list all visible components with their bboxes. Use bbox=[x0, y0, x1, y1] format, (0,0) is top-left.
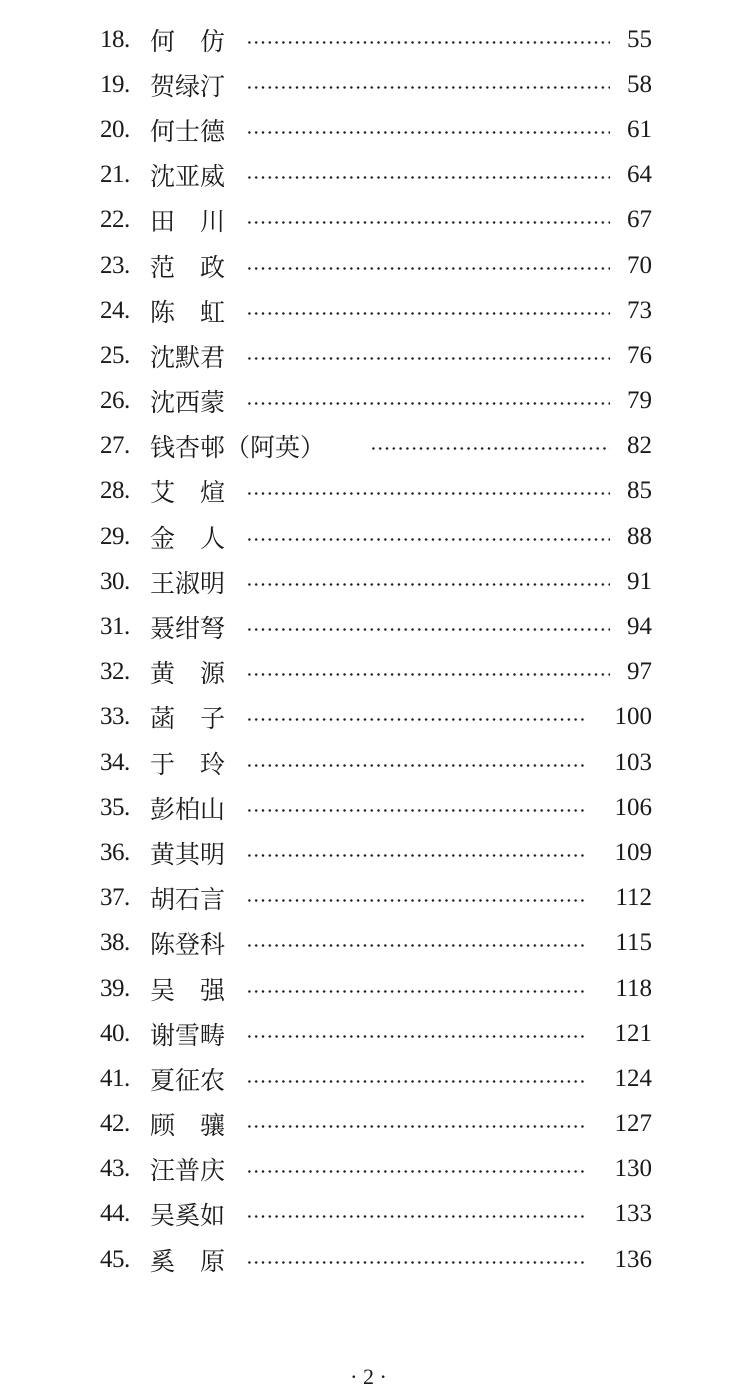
entry-name: 钱杏邨（阿英） bbox=[150, 433, 326, 463]
toc-entry bbox=[100, 514, 652, 559]
entry-name: 顾 骧 bbox=[150, 1111, 226, 1141]
entry-number: 38. bbox=[100, 929, 130, 957]
dot-leader bbox=[246, 944, 584, 947]
toc-entry bbox=[100, 62, 652, 107]
entry-number: 37. bbox=[100, 884, 130, 912]
entry-number: 42. bbox=[100, 1110, 130, 1138]
dot-leader bbox=[246, 1261, 584, 1264]
entry-number: 22. bbox=[100, 206, 130, 234]
entry-number: 28. bbox=[100, 477, 130, 505]
entry-number: 27. bbox=[100, 432, 130, 460]
entry-page-number: 124 bbox=[614, 1064, 652, 1092]
dot-leader bbox=[246, 1170, 584, 1173]
entry-page-number: 70 bbox=[627, 251, 652, 279]
toc-entry bbox=[100, 333, 652, 378]
entry-page-number: 82 bbox=[627, 432, 652, 460]
entry-page-number: 91 bbox=[627, 567, 652, 595]
entry-page-number: 109 bbox=[614, 838, 652, 866]
dot-leader bbox=[246, 267, 610, 270]
entry-page-number: 97 bbox=[627, 658, 652, 686]
dot-leader bbox=[246, 628, 610, 631]
entry-number: 25. bbox=[100, 341, 130, 369]
toc-entry bbox=[100, 1011, 652, 1056]
entry-page-number: 136 bbox=[614, 1245, 652, 1273]
entry-page-number: 64 bbox=[627, 161, 652, 189]
toc-entry bbox=[100, 876, 652, 921]
entry-name: 范 政 bbox=[150, 252, 226, 282]
dot-leader bbox=[246, 1080, 584, 1083]
entry-page-number: 121 bbox=[614, 1019, 652, 1047]
toc-entry bbox=[100, 288, 652, 333]
entry-page-number: 106 bbox=[614, 793, 652, 821]
entry-name: 贺绿汀 bbox=[150, 71, 226, 101]
toc-entry bbox=[100, 243, 652, 288]
dot-leader bbox=[246, 1215, 584, 1218]
entry-name: 彭柏山 bbox=[150, 794, 226, 824]
toc-entry bbox=[100, 785, 652, 830]
dot-leader bbox=[246, 809, 584, 812]
dot-leader bbox=[246, 312, 610, 315]
entry-number: 26. bbox=[100, 387, 130, 415]
entry-name: 陈 虹 bbox=[150, 297, 226, 327]
entry-name: 吴奚如 bbox=[150, 1201, 226, 1231]
entry-name: 黄其明 bbox=[150, 839, 226, 869]
entry-number: 18. bbox=[100, 25, 130, 53]
entry-name: 何 仿 bbox=[150, 26, 226, 56]
entry-number: 43. bbox=[100, 1155, 130, 1183]
dot-leader bbox=[246, 176, 610, 179]
entry-page-number: 118 bbox=[615, 974, 652, 1002]
dot-leader bbox=[246, 221, 610, 224]
entry-number: 33. bbox=[100, 703, 130, 731]
entry-number: 30. bbox=[100, 567, 130, 595]
toc-entry bbox=[100, 559, 652, 604]
dot-leader bbox=[246, 538, 610, 541]
table-of-contents bbox=[100, 17, 652, 1282]
toc-entry bbox=[100, 469, 652, 514]
entry-number: 39. bbox=[100, 974, 130, 1002]
dot-leader bbox=[246, 990, 584, 993]
entry-number: 20. bbox=[100, 115, 130, 143]
entry-page-number: 61 bbox=[627, 115, 652, 143]
toc-entry bbox=[100, 1102, 652, 1147]
toc-entry bbox=[100, 1192, 652, 1237]
toc-entry bbox=[100, 1056, 652, 1101]
entry-number: 23. bbox=[100, 251, 130, 279]
toc-entry bbox=[100, 740, 652, 785]
entry-number: 34. bbox=[100, 748, 130, 776]
entry-number: 24. bbox=[100, 296, 130, 324]
toc-entry bbox=[100, 153, 652, 198]
toc-entry bbox=[100, 966, 652, 1011]
toc-entry bbox=[100, 379, 652, 424]
entry-page-number: 85 bbox=[627, 477, 652, 505]
entry-name: 汪普庆 bbox=[150, 1156, 226, 1186]
toc-entry bbox=[100, 1147, 652, 1192]
toc-entry bbox=[100, 17, 652, 62]
entry-page-number: 112 bbox=[615, 884, 652, 912]
entry-name: 黄 源 bbox=[150, 659, 226, 689]
toc-entry bbox=[100, 830, 652, 875]
entry-page-number: 127 bbox=[614, 1110, 652, 1138]
entry-number: 19. bbox=[100, 70, 130, 98]
dot-leader bbox=[246, 357, 610, 360]
page-number: · 2 · bbox=[350, 1364, 387, 1389]
dot-leader bbox=[246, 718, 584, 721]
entry-name: 金 人 bbox=[150, 523, 226, 553]
entry-name: 沈亚威 bbox=[150, 162, 226, 192]
entry-page-number: 103 bbox=[614, 748, 652, 776]
entry-name: 何士德 bbox=[150, 116, 226, 146]
dot-leader bbox=[246, 854, 584, 857]
entry-number: 29. bbox=[100, 522, 130, 550]
dot-leader bbox=[246, 583, 610, 586]
entry-name: 艾 煊 bbox=[150, 478, 226, 508]
toc-entry bbox=[100, 107, 652, 152]
entry-number: 32. bbox=[100, 658, 130, 686]
toc-entry bbox=[100, 695, 652, 740]
entry-number: 45. bbox=[100, 1245, 130, 1273]
dot-leader bbox=[246, 86, 610, 89]
entry-number: 21. bbox=[100, 161, 130, 189]
entry-name: 陈登科 bbox=[150, 930, 226, 960]
toc-entry bbox=[100, 424, 652, 469]
entry-page-number: 100 bbox=[614, 703, 652, 731]
entry-name: 夏征农 bbox=[150, 1065, 226, 1095]
entry-number: 40. bbox=[100, 1019, 130, 1047]
entry-page-number: 55 bbox=[627, 25, 652, 53]
entry-name: 奚 原 bbox=[150, 1246, 226, 1276]
entry-page-number: 79 bbox=[627, 387, 652, 415]
entry-page-number: 67 bbox=[627, 206, 652, 234]
toc-entry bbox=[100, 921, 652, 966]
dot-leader bbox=[246, 402, 610, 405]
entry-name: 田 川 bbox=[150, 207, 226, 237]
entry-name: 于 玲 bbox=[150, 749, 226, 779]
entry-page-number: 94 bbox=[627, 613, 652, 641]
entry-number: 31. bbox=[100, 613, 130, 641]
entry-name: 王淑明 bbox=[150, 568, 226, 598]
entry-name: 沈西蒙 bbox=[150, 388, 226, 418]
entry-page-number: 115 bbox=[615, 929, 652, 957]
entry-page-number: 76 bbox=[627, 341, 652, 369]
entry-number: 41. bbox=[100, 1064, 130, 1092]
entry-page-number: 73 bbox=[627, 296, 652, 324]
entry-page-number: 88 bbox=[627, 522, 652, 550]
entry-number: 35. bbox=[100, 793, 130, 821]
dot-leader bbox=[246, 673, 610, 676]
entry-name: 谢雪畴 bbox=[150, 1020, 226, 1050]
dot-leader bbox=[246, 764, 584, 767]
toc-entry bbox=[100, 604, 652, 649]
entry-page-number: 130 bbox=[614, 1155, 652, 1183]
entry-number: 44. bbox=[100, 1200, 130, 1228]
dot-leader bbox=[246, 492, 610, 495]
entry-name: 聂绀弩 bbox=[150, 614, 226, 644]
entry-name: 沈默君 bbox=[150, 342, 226, 372]
dot-leader bbox=[246, 131, 610, 134]
toc-entry bbox=[100, 650, 652, 695]
dot-leader bbox=[370, 447, 610, 450]
dot-leader bbox=[246, 1125, 584, 1128]
entry-page-number: 58 bbox=[627, 70, 652, 98]
entry-name: 吴 强 bbox=[150, 975, 226, 1005]
toc-entry bbox=[100, 198, 652, 243]
entry-number: 36. bbox=[100, 838, 130, 866]
dot-leader bbox=[246, 41, 610, 44]
dot-leader bbox=[246, 899, 584, 902]
entry-name: 胡石言 bbox=[150, 885, 226, 915]
entry-page-number: 133 bbox=[614, 1200, 652, 1228]
toc-entry bbox=[100, 1237, 652, 1282]
dot-leader bbox=[246, 1035, 584, 1038]
entry-name: 菡 子 bbox=[150, 704, 226, 734]
